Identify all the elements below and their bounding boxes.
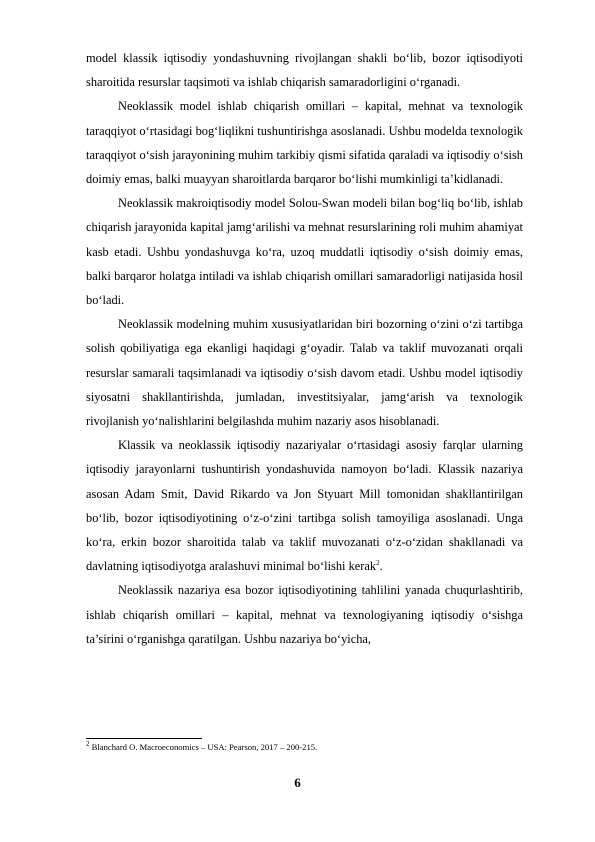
paragraph: Neoklassik model ishlab chiqarish omillari – kapital, mehnat va texnologik taraqqiyot o‘rtasidagi bog‘liqlikni tushuntirishga asoslanadi. Ushbu modelda texnologik taraqqiyot o‘sish jarayonining muhim tarkibiy qismi sifatida qaraladi va iqtisodiy o‘sish doimiy emas, balki muayyan sharoitlarda barqaror bo‘lishi mumkinligi ta’kidlanadi. bbox=[86, 99, 523, 187]
footnote-separator bbox=[86, 738, 202, 739]
paragraph: Neoklassik modelning muhim xususiyatlaridan biri bozorning o‘zini o‘zi tartibga solish qobiliyatiga ega ekanligi haqidagi g‘oyadir. Talab va taklif muvozanati orqali resurslar samarali taqsimlanadi va iqtisodiy o‘sish davom etadi. Ushbu model iqtisodiy siyosatni shakllantirishda, jumladan, investitsiyalar, jamg‘arish va texnologik rivojlanish yo‘nalishlarini belgilashda muhim nazariy asos hisoblanadi. bbox=[86, 317, 523, 429]
paragraph-with-footnote-ref: Klassik va neoklassik iqtisodiy nazariyalar o‘rtasidagi asosiy farqlar ularning iqtisodiy jarayonlarni tushuntirish yondashuvida namoyon bo‘ladi. Klassik nazariya asosan Adam Smit, David Rikardo va Jon Styuart Mill tomonidan shakllantirilgan bo‘lib, bozor iqtisodiyotining o‘z-o‘zini tartibga solish tamoyiliga asoslanadi. Unga ko‘ra, erkin bozor sharoitida talab va taklif muvozanati o‘z-o‘zidan shakllanadi va davlatning iqtisodiyotga aralashuvi minimal bo‘lishi kerak$^2$. bbox=[86, 438, 523, 574]
footnote-marker: 2 bbox=[86, 740, 90, 749]
footnote-reference[interactable]: 2 bbox=[376, 559, 380, 568]
footnote bbox=[86, 741, 523, 753]
paragraph-text: Klassik va neoklassik iqtisodiy nazariyalar o‘rtasidagi asosiy farqlar ularning iqtisodiy jarayonlarni tushuntirish yondashuvida namoyon bo‘ladi. Klassik nazariya asosan Adam Smit, David Rikardo va Jon Styuart Mill tomonidan shakllantirilgan bo‘lib, bozor iqtisodiyotining o‘z-o‘zini tartibga solish tamoyiliga asoslanadi. Unga ko‘ra, erkin bozor sharoitida talab va taklif muvozanati o‘z-o‘zidan shakllanadi va davlatning iqtisodiyotga aralashuvi minimal bo‘lishi kerak bbox=[86, 438, 523, 574]
page-number: 6 bbox=[294, 775, 301, 790]
paragraph: Neoklassik makroiqtisodiy model Solou-Swan modeli bilan bog‘liq bo‘lib, ishlab chiqarish jarayonida kapital jamg‘arilishi va mehnat resurslarining roli muhim ahamiyat kasb etadi. Ushbu yondashuvga ko‘ra, uzoq muddatli iqtisodiy o‘sish doimiy emas, balki barqaror holatga intiladi va ishlab chiqarish omillari samaradorligi natijasida hosil bo‘ladi. bbox=[86, 196, 523, 308]
body-text bbox=[86, 46, 523, 651]
paragraph: Neoklassik nazariya esa bozor iqtisodiyotining tahlilini yanada chuqurlashtirib, ishlab chiqarish omillari – kapital, mehnat va texnologiyaning iqtisodiy o‘sishga ta’sirini o‘rganishga qaratilgan. Ushbu nazariya bo‘yicha, bbox=[86, 583, 523, 646]
footnote-text: Blanchard O. Macroeconomics – USA: Pearson, 2017 – 200-215. bbox=[91, 742, 318, 752]
paragraph: model klassik iqtisodiy yondashuvning rivojlangan shakli bo‘lib, bozor iqtisodiyoti sharoitida resurslar taqsimoti va ishlab chiqarish samaradorligini o‘rganadi. bbox=[86, 51, 523, 90]
